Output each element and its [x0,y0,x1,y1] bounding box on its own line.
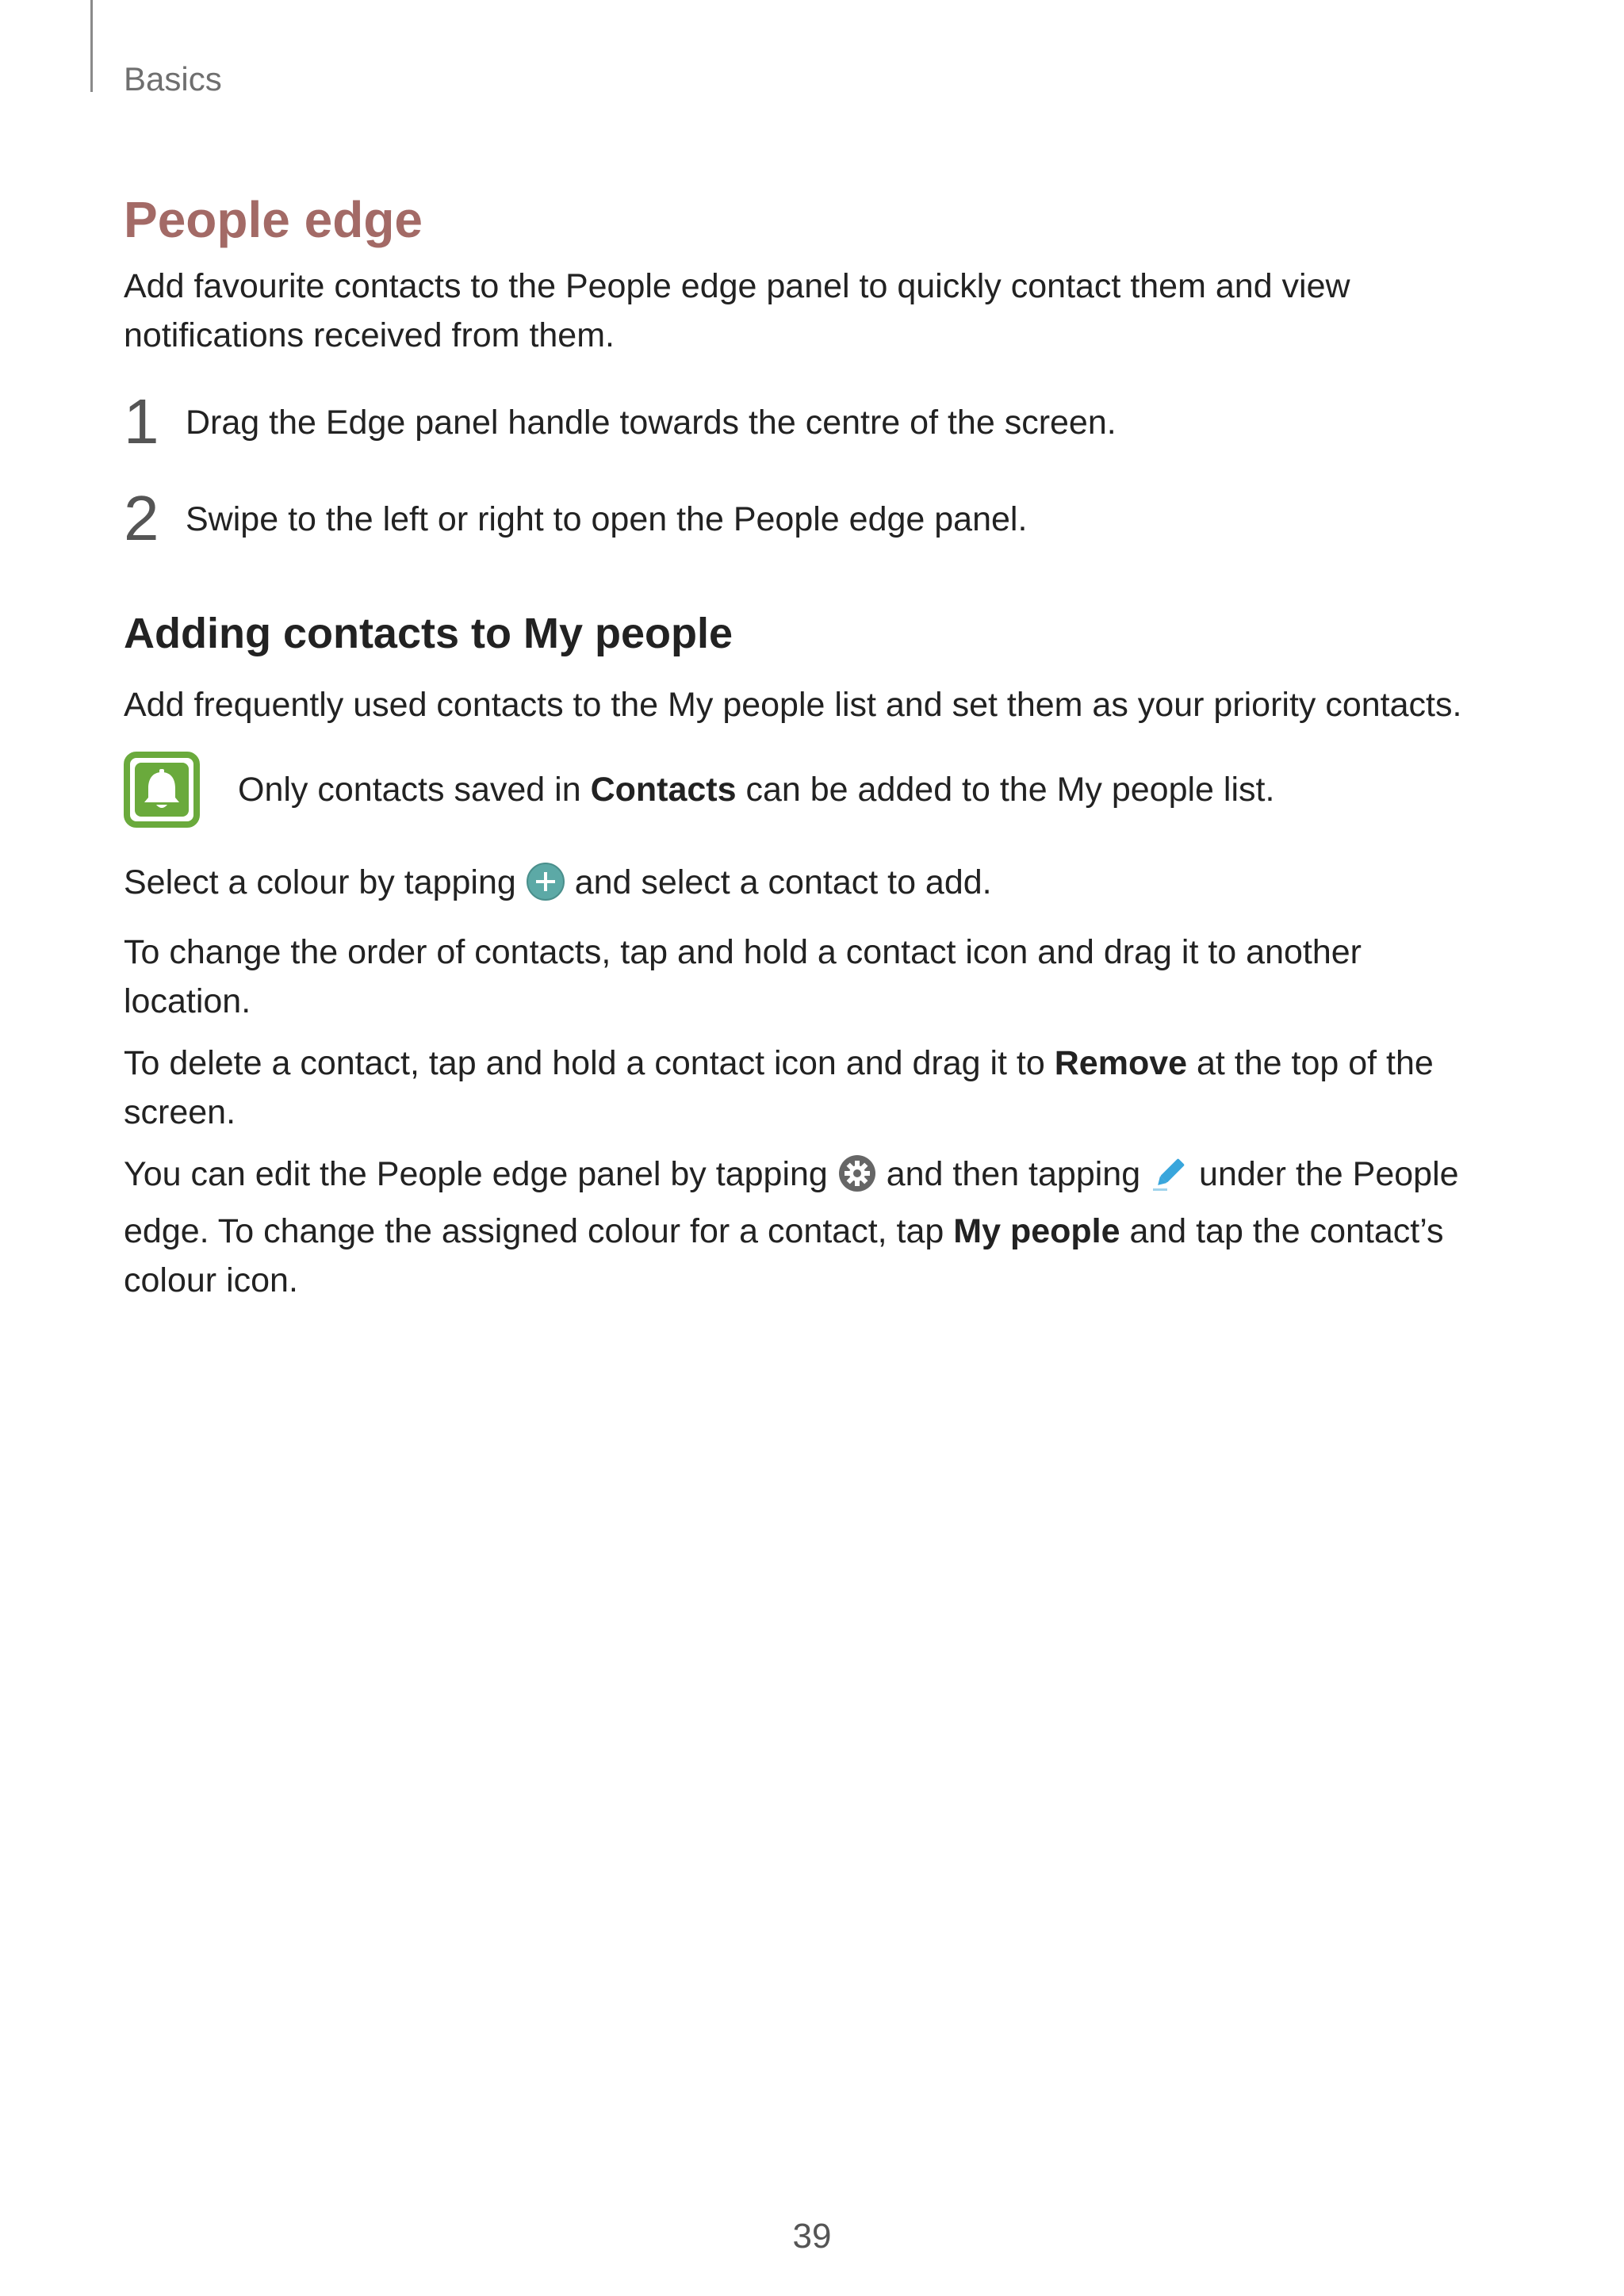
contacts-label: Contacts [590,771,737,809]
select-colour-paragraph: Select a colour by tapping and select a contact to add. [124,858,1488,915]
edit-pencil-icon [1150,1154,1189,1207]
page-number: 39 [792,2217,832,2256]
step-number: 1 [124,386,159,457]
notification-bell-icon [124,752,200,828]
edit-panel-paragraph: You can edit the People edge panel by tapping and then tapping under the People edge. To change the assigned colour for a contact, tap My people and tap the contact’s colour icon. [124,1155,1459,1299]
intro-paragraph: Add favourite contacts to the People edge panel to quickly contact them and view notifications received from them. [124,267,1350,354]
section-label: Basics [124,60,222,98]
subsection-title: Adding contacts to My people [124,610,733,657]
note-text: Only contacts saved in Contacts can be added to the My people list. [238,771,1275,809]
remove-label: Remove [1054,1044,1188,1082]
note-box [124,752,1488,828]
delete-contact-paragraph: To delete a contact, tap and hold a contact icon and drag it to Remove at the top of the screen. [124,1044,1434,1131]
page-title: People edge [124,191,423,248]
step-text: Swipe to the left or right to open the People edge panel. [186,500,1028,538]
my-people-label: My people [953,1212,1120,1250]
bell-glyph [141,767,182,812]
step-1 [124,386,1488,457]
margin-rule [90,0,93,92]
step-text: Drag the Edge panel handle towards the centre of the screen. [186,404,1116,442]
step-2 [124,483,1488,553]
instructions-block [124,858,1488,1305]
page-content [124,184,1488,1305]
change-order-paragraph: To change the order of contacts, tap and hold a contact icon and drag it to another location. [124,933,1362,1020]
step-number: 2 [124,483,159,553]
settings-gear-icon [837,1154,877,1207]
add-circle-icon [526,862,565,915]
subsection-description: Add frequently used contacts to the My people list and set them as your priority contacts. [124,686,1462,724]
